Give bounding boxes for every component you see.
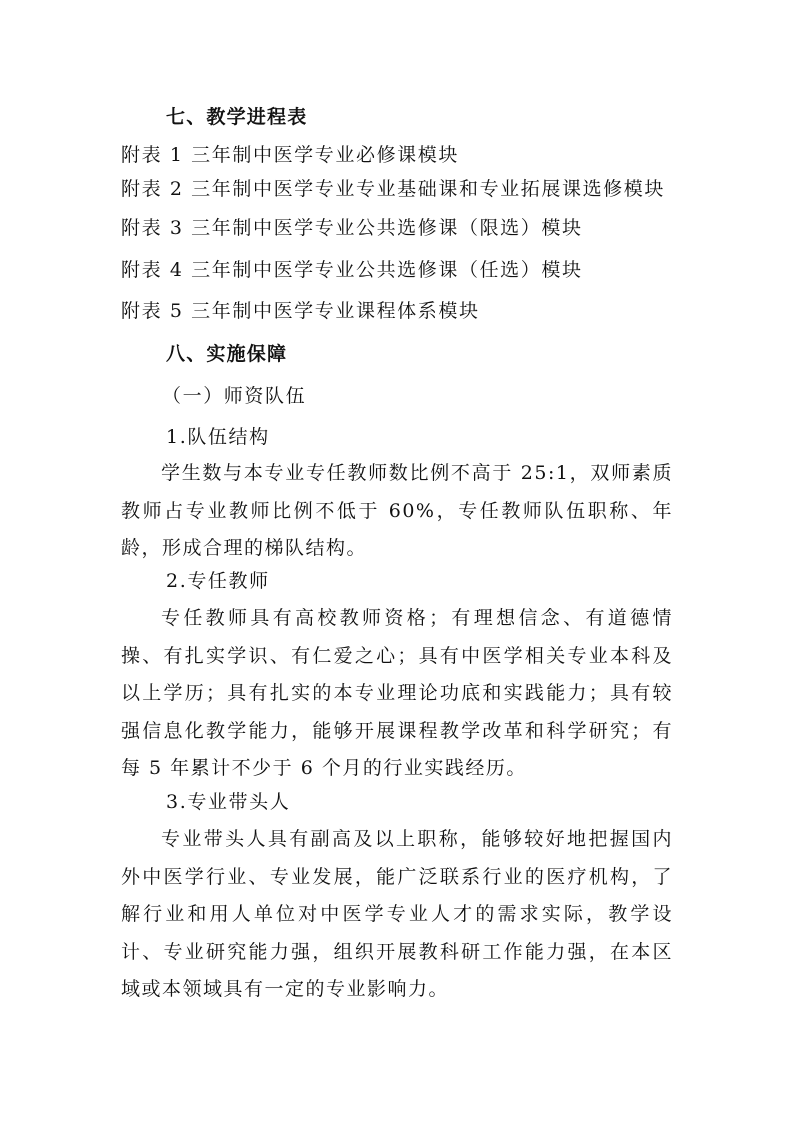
item-1-body: 学生数与本专业专任教师数比例不高于 25:1，双师素质教师占专业教师比例不低于 60%，专任教师队伍职称、年龄，形成合理的梯队结构。 [121, 462, 673, 559]
item-3-title: 3.专业带头人 [166, 791, 291, 813]
section-7-heading: 七、教学进程表 [166, 106, 308, 128]
item-2-paragraph [121, 600, 673, 788]
appendix-4: 附表 4 三年制中医学专业公共选修课（任选）模块 [121, 259, 583, 281]
appendix-5: 附表 5 三年制中医学专业课程体系模块 [121, 300, 480, 322]
item-3-body: 专业带头人具有副高及以上职称，能够较好地把握国内外中医学行业、专业发展，能广泛联系行业的医疗机构，了解行业和用人单位对中医学专业人才的需求实际，教学设计、专业研究能力强，组织开展教科研工作能力强，在本区域或本领域具有一定的专业影响力。 [121, 828, 673, 1000]
item-2-title: 2.专任教师 [166, 570, 270, 592]
subsection-faculty-title: （一）师资队伍 [162, 385, 307, 407]
item-1-paragraph [121, 455, 673, 568]
appendix-1: 附表 1 三年制中医学专业必修课模块 [121, 144, 459, 166]
section-8-heading: 八、实施保障 [166, 343, 288, 365]
appendix-3: 附表 3 三年制中医学专业公共选修课（限选）模块 [121, 217, 583, 239]
appendix-2: 附表 2 三年制中医学专业专业基础课和专业拓展课选修模块 [121, 178, 665, 200]
item-1-title: 1.队伍结构 [166, 426, 270, 448]
item-3-paragraph [121, 821, 673, 1009]
item-2-body: 专任教师具有高校教师资格；有理想信念、有道德情操、有扎实学识、有仁爱之心；具有中医学相关专业本科及以上学历；具有扎实的本专业理论功底和实践能力；具有较强信息化教学能力，能够开展课程教学改革和科学研究；有每 5 年累计不少于 6 个月的行业实践经历。 [121, 607, 673, 779]
